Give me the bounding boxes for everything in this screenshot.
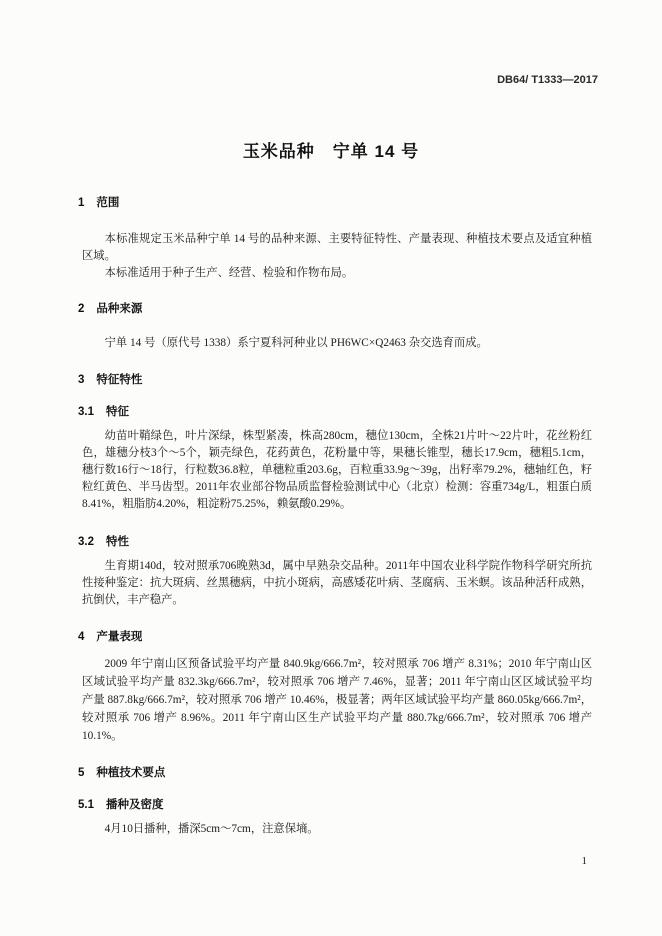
section-heading: [78, 763, 592, 783]
paragraph: 宁单 14 号（原代号 1338）系宁夏科河种业以 PH6WC×Q2463 杂交选育而成。: [104, 337, 488, 349]
document-body: [78, 193, 592, 838]
paragraph: 本标准适用于种子生产、经营、检验和作物布局。: [104, 267, 354, 279]
paragraph: 4月10日播种，播深5cm～7cm，注意保墒。: [104, 823, 319, 835]
section-number: 3: [78, 374, 85, 386]
section-number: 2: [78, 303, 85, 315]
subsection-heading: [78, 532, 592, 552]
section-heading: [78, 193, 592, 213]
section-heading: [78, 370, 592, 390]
subsection-heading: [78, 795, 592, 815]
section-title: 品种来源: [96, 303, 143, 315]
section-cultivation: [78, 763, 592, 838]
section-title: 特征特性: [96, 374, 143, 386]
standard-code: DB64/ T1333—2017: [497, 74, 598, 86]
subsection-title: 播种及密度: [106, 799, 164, 811]
subsection-number: 3.1: [78, 406, 94, 418]
section-title: 产量表现: [96, 631, 143, 643]
page-number: 1: [581, 855, 587, 867]
section-characteristics: [78, 370, 592, 609]
section-title: 种植技术要点: [96, 767, 166, 779]
paragraph: 2009 年宁南山区预备试验平均产量 840.9kg/666.7m²，较对照承 706 增产 8.31%；2010 年宁南山区区域试验平均产量 832.3kg/666.7m²，较对照承 706 增产 7.46%，显著；2011 年宁南山区区域试验平均产量 887.8kg/666.7m²，较对照承 706 增产 10.46%，极显著；两年区域试验平均产量 860.05kg/666.7m²，较对照承 706 增产 8.96%。2011 年宁南山区生产试验平均产量 880.7kg/666.7m²，较对照承 706 增产 10.1%。: [82, 658, 592, 742]
section-title: 范围: [96, 197, 120, 209]
subsection-title: 特征: [106, 406, 129, 418]
section-number: 4: [78, 631, 85, 643]
subsection-number: 5.1: [78, 799, 94, 811]
section-number: 5: [78, 767, 85, 779]
section-yield: [78, 627, 592, 745]
section-scope: [78, 193, 592, 282]
section-heading: [78, 627, 592, 647]
paragraph: 幼苗叶鞘绿色，叶片深绿，株型紧凑，株高280cm，穗位130cm，全株21片叶～22片叶，花丝粉红色，雄穗分枝3个～5个，颖壳绿色，花药黄色，花粉量中等，果穗长锥型，穗长17.9cm，穗粗5.1cm，穗行数16行～18行，行粒数36.8粒，单穗粒重203.6g，百粒重33.9g～39g，出籽率79.2%，穗轴红色，籽粒红黄色、半马齿型。2011年农业部谷物品质监督检验测试中心（北京）检测：容重734g/L，粗蛋白质8.41%，粗脂肪4.20%，粗淀粉75.25%，赖氨酸0.29%。: [82, 430, 592, 510]
paragraph: 本标准规定玉米品种宁单 14 号的品种来源、主要特征特性、产量表现、种植技术要点及适宜种植区域。: [82, 233, 592, 262]
section-heading: [78, 299, 592, 319]
subsection-number: 3.2: [78, 536, 94, 548]
section-variety-origin: [78, 299, 592, 352]
subsection-heading: [78, 402, 592, 422]
document-title: 玉米品种 宁单 14 号: [242, 142, 420, 161]
paragraph: 生育期140d，较对照承706晚熟3d，属中早熟杂交品种。2011年中国农业科学院作物科学研究所抗性接种鉴定：抗大斑病、丝黑穗病，中抗小斑病，高感矮花叶病、茎腐病、玉米螟。该品种活秆成熟，抗倒伏，丰产稳产。: [82, 560, 592, 606]
subsection-title: 特性: [106, 536, 129, 548]
section-number: 1: [78, 197, 85, 209]
